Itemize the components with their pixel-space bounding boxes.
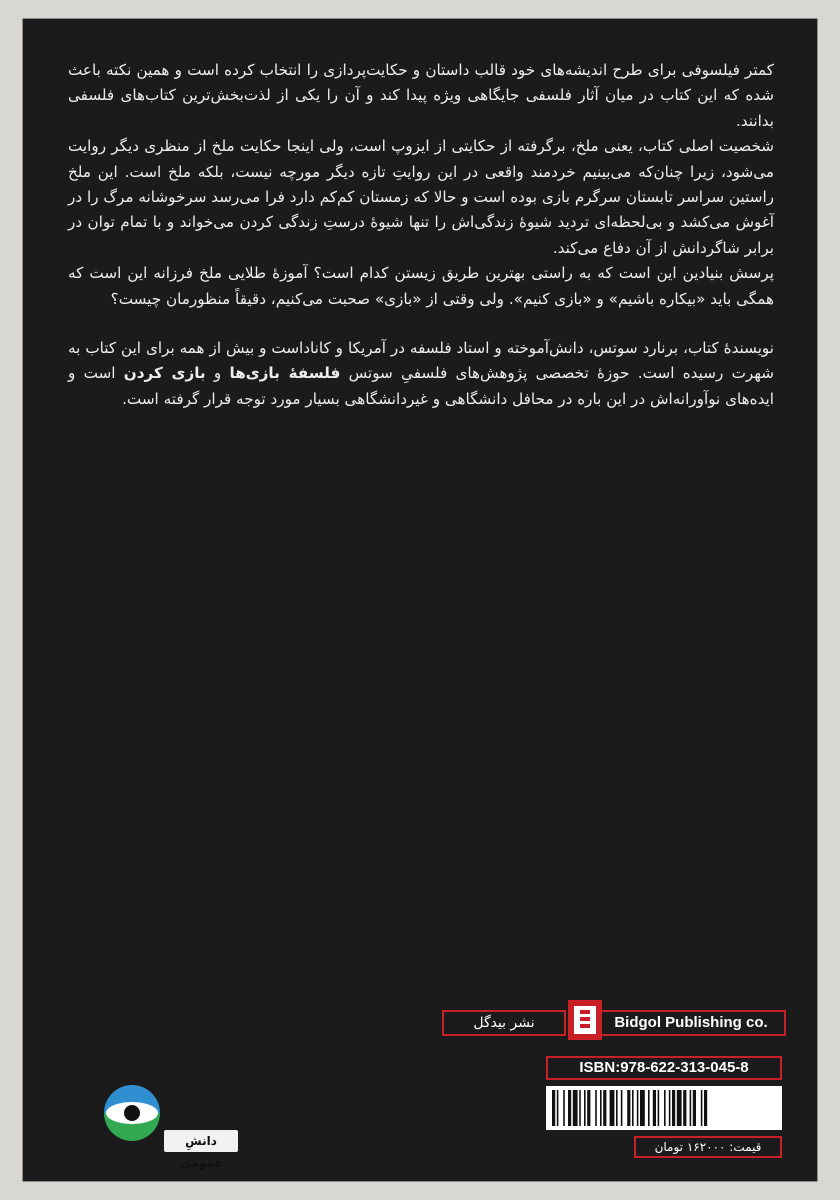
publisher-block (473, 1000, 786, 1044)
author-paragraph (68, 336, 774, 412)
blurb-paragraph-2: شخصیت اصلی کتاب، یعنی ملخ، برگرفته از حکایتی از ایزوپ است، ولی اینجا حکایت ملخ از منظری دیگر روایت می‌شود، زیرا چنان‌که می‌بینیم خردمند واقعی در این روایتِ تازه دیگر مورچه نیست، بلکه ملخ است. این ملخ راستین سراسر تابستان سرگرم بازی بوده است و حالا که زمستان کم‌کم دارد فرا می‌رسد سرخوشانه مرگ را در آغوش می‌کشد و بی‌لحظه‌ای تردید شیوهٔ زندگی‌اش را تنها شیوهٔ درستِ زندگی کردن می‌خواند و با تمام توان در برابر شاگردانش از آن دفاع می‌کند. (68, 137, 774, 257)
author-text-2: و (205, 364, 230, 383)
author-bold-games: فلسفهٔ بازی‌ها (229, 364, 341, 383)
author-text-3: است و ایده‌های نوآورانه‌اش در این باره در محافل دانشگاهی و غیردانشگاهی بسیار مورد توجه قرار گرفته است. (68, 364, 774, 408)
blurb-paragraph-1: کمتر فیلسوفی برای طرح اندیشه‌های خود قالب داستان و حکایت‌پردازی را انتخاب کرده است و همین نکته باعث شده که این کتاب در میان آثار فلسفی جایگاهی ویژه پیدا کند و آن را یکی از لذت‌بخش‌ترین کتاب‌های فلسفی بدانند. (68, 61, 774, 130)
publisher-name-en: Bidgol Publishing co. (596, 1010, 786, 1036)
publisher-name-fa: نشر بیدگل (442, 1010, 566, 1036)
price-label: قیمت: ۱۶۲۰۰۰ تومان (634, 1136, 782, 1158)
eye-icon (104, 1072, 160, 1154)
isbn-label: ISBN:978-622-313-045-8 (546, 1056, 782, 1080)
blurb-text (68, 58, 774, 412)
author-text-1: نویسندهٔ کتاب، برنارد سوتس، دانش‌آموخته و استاد فلسفه در آمریکا و کاناداست و بیش از همه برای این کتاب به شهرت رسیده است. حوزهٔ تخصصی پژوهش‌های فلسفیِ سوتس (68, 339, 774, 383)
blurb-paragraph-3: پرسش بنیادین این است که به راستی بهترین طریق زیستن کدام است؟ آموزهٔ طلایی ملخ فرزانه این است که همگی باید «بیکاره باشیم» و «بازی کنیم». ولی وقتی از «بازی» صحبت می‌کنیم، دقیقاً منظورمان چیست؟ (68, 264, 774, 308)
barcode (546, 1086, 782, 1130)
series-label: دانشِ عمومی (164, 1130, 238, 1152)
author-bold-playing: بازی کردن (123, 364, 206, 383)
back-cover (22, 18, 818, 1182)
